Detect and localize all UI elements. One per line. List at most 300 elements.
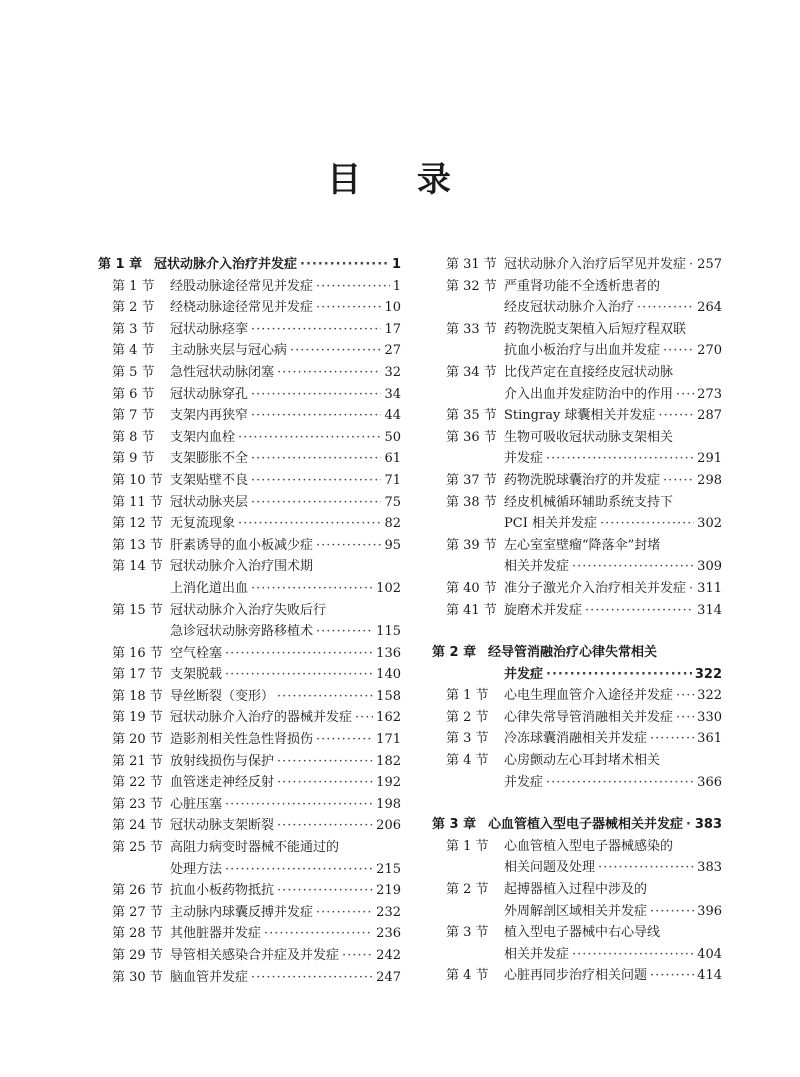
dot-leader [251, 384, 381, 406]
dot-leader [300, 254, 389, 276]
section-title: 急诊冠状动脉旁路移植术 [170, 624, 314, 640]
dot-leader [277, 880, 373, 902]
dot-leader [676, 707, 694, 729]
page-number: 264 [697, 300, 722, 316]
toc-entry-line[interactable] [432, 685, 722, 707]
toc-title-row [504, 901, 722, 923]
toc-entry-line[interactable] [432, 340, 722, 362]
section-number: 第 36 节 [446, 429, 497, 445]
toc-entry-line[interactable] [432, 276, 722, 298]
section-number: 第 2 节 [446, 882, 489, 898]
toc-title-row [504, 427, 722, 449]
section-title: 心房颤动左心耳封堵术相关 [504, 753, 661, 769]
toc-entry-line[interactable] [432, 556, 722, 578]
toc-entry-line[interactable] [98, 880, 401, 902]
page-number: 82 [384, 516, 401, 532]
dot-leader [225, 859, 373, 881]
toc-entry-line[interactable] [432, 879, 722, 901]
toc-title-row [504, 944, 722, 966]
section-number: 第 13 节 [112, 537, 163, 553]
toc-title-row [504, 772, 722, 794]
toc-title-row [504, 836, 722, 858]
dot-leader [277, 815, 373, 837]
page-number: 219 [376, 883, 401, 899]
dot-leader [251, 448, 381, 470]
toc-title-row [170, 815, 401, 837]
section-title: 植入型电子器械中右心导线 [504, 925, 661, 941]
section-title: 支架脱载 [170, 667, 223, 683]
toc-entry-line[interactable] [98, 686, 401, 708]
dot-leader [650, 728, 694, 750]
section-title: 导丝断裂（变形） [170, 688, 275, 704]
toc-entry-line[interactable] [432, 513, 722, 535]
toc-title-row [170, 427, 401, 449]
dot-leader [251, 967, 373, 989]
page-number: 291 [697, 451, 722, 467]
dot-leader [238, 513, 381, 535]
section-title: 外周解剖区域相关并发症 [504, 903, 648, 919]
dot-leader [251, 470, 381, 492]
section-title: 心脏压塞 [170, 796, 223, 812]
dot-leader [277, 772, 373, 794]
page-number: 17 [384, 321, 401, 337]
toc-title-row [504, 276, 722, 298]
toc-entry-line[interactable] [98, 621, 401, 643]
toc-title-row [170, 794, 401, 816]
section-number: 第 1 节 [446, 688, 489, 704]
toc-entry-line[interactable] [98, 297, 401, 319]
chapter-title: 冠状动脉介入治疗并发症 [154, 257, 298, 272]
page-number: 383 [697, 860, 722, 876]
dot-leader [676, 384, 694, 406]
dot-leader [238, 427, 381, 449]
toc-entry-line[interactable] [98, 319, 401, 341]
toc-entry-line[interactable] [432, 254, 722, 276]
toc-title-row [170, 535, 401, 557]
toc-chapter-line[interactable] [98, 254, 401, 276]
section-title: 经皮冠状动脉介入治疗 [504, 300, 635, 316]
page-number: 366 [697, 774, 722, 790]
toc-title-row [170, 384, 401, 406]
dot-leader [316, 297, 381, 319]
toc-entry-line[interactable] [432, 922, 722, 944]
toc-title-row [170, 686, 401, 708]
toc-title-row [170, 297, 401, 319]
toc-entry-line[interactable] [98, 664, 401, 686]
section-number: 第 20 节 [112, 732, 163, 748]
section-title: 血管迷走神经反射 [170, 775, 275, 791]
chapter-number: 第 2 章 [432, 645, 477, 661]
page-number: 247 [376, 969, 401, 985]
toc-entry-line[interactable] [98, 751, 401, 773]
dot-leader [637, 297, 694, 319]
dot-leader [225, 664, 373, 686]
section-number: 第 4 节 [112, 343, 155, 359]
section-number: 第 6 节 [112, 386, 155, 402]
dot-leader [355, 707, 373, 729]
page-number: 236 [376, 926, 401, 942]
toc-title-row [504, 405, 722, 427]
toc-entry-line[interactable] [98, 600, 401, 622]
section-number: 第 2 节 [112, 300, 155, 316]
toc-title-row [504, 922, 722, 944]
page-number: 198 [376, 796, 401, 812]
toc-entry-line[interactable] [98, 340, 401, 362]
toc-entry-line[interactable] [98, 794, 401, 816]
section-title: 造影剂相关性急性肾损伤 [170, 732, 314, 748]
section-number: 第 39 节 [446, 537, 497, 553]
section-title: 放射线损伤与保护 [170, 753, 275, 769]
page-number: 414 [697, 968, 722, 984]
section-number: 第 15 节 [112, 602, 163, 618]
toc-title-row [170, 729, 401, 751]
toc-title-row [504, 340, 722, 362]
page-number: 61 [384, 451, 401, 467]
section-title: 起搏器植入过程中涉及的 [504, 882, 648, 898]
chapter-number: 第 3 章 [432, 817, 477, 833]
page-number: 1 [391, 257, 401, 272]
section-title: 旋磨术并发症 [504, 602, 583, 618]
dot-leader [572, 556, 694, 578]
toc-title-row [170, 707, 401, 729]
section-title: 处理方法 [170, 861, 223, 877]
section-title: 准分子激光介入治疗相关并发症 [504, 580, 687, 596]
page-number: 10 [384, 300, 401, 316]
toc-title-row [504, 578, 722, 600]
toc-title-row [170, 319, 401, 341]
page-number: 242 [376, 948, 401, 963]
section-number: 第 32 节 [446, 278, 497, 294]
toc-title-row [170, 859, 401, 881]
section-number: 第 41 节 [446, 602, 497, 618]
dot-leader [658, 405, 694, 427]
section-title: 支架贴壁不良 [170, 472, 249, 488]
section-title: 主动脉夹层与冠心病 [170, 343, 288, 359]
toc-entry-line[interactable] [98, 859, 401, 881]
toc-chapter-line[interactable] [432, 642, 722, 664]
dot-leader [277, 362, 381, 384]
dot-leader [290, 340, 381, 362]
section-title: 其他脏器并发症 [170, 926, 262, 942]
section-title: 心电生理血管介入途径并发症 [504, 688, 674, 704]
toc-entry-line[interactable] [98, 427, 401, 449]
section-title: 并发症 [504, 774, 544, 790]
toc-title-row [504, 857, 722, 879]
section-title: 抗血小板药物抵抗 [170, 883, 275, 899]
toc-entry-line[interactable] [98, 276, 401, 298]
section-title: 脑血管并发症 [170, 969, 249, 985]
toc-entry-line[interactable] [432, 492, 722, 514]
toc-entry-line[interactable] [432, 470, 722, 492]
toc-title-row [170, 276, 401, 298]
toc-entry-line[interactable] [432, 707, 722, 729]
dot-leader [663, 470, 694, 492]
toc-entry-line[interactable] [432, 600, 722, 622]
section-number: 第 16 节 [112, 645, 163, 661]
dot-leader [686, 814, 692, 836]
page-number: 396 [697, 903, 722, 919]
toc-entry-line[interactable] [432, 319, 722, 341]
page-number: 192 [376, 775, 401, 791]
section-number: 第 30 节 [112, 969, 163, 985]
page-number: 34 [384, 386, 401, 402]
section-title: 上消化道出血 [170, 580, 249, 596]
toc-title-row [170, 492, 401, 514]
toc-entry-line[interactable] [432, 772, 722, 794]
section-title: 比伐芦定在直接经皮冠状动脉 [504, 364, 674, 380]
section-title: 心律失常导管消融相关并发症 [504, 709, 674, 725]
toc-entry-line[interactable] [432, 965, 722, 987]
section-number: 第 24 节 [112, 818, 163, 834]
page-number: 171 [376, 732, 401, 748]
page-number: 71 [384, 472, 401, 488]
section-title: 急性冠状动脉闭塞 [170, 364, 275, 380]
page-number: 32 [384, 364, 401, 380]
toc-title-row [504, 664, 722, 686]
toc-chapter-line[interactable] [432, 814, 722, 836]
toc-entry-line[interactable] [432, 535, 722, 557]
page-number: 309 [697, 559, 722, 575]
toc-title-row [170, 362, 401, 384]
section-number: 第 23 节 [112, 796, 163, 812]
page-title: 目 录 [327, 160, 473, 200]
section-title: 冠状动脉支架断裂 [170, 818, 275, 834]
page-number: 322 [697, 688, 722, 704]
page-number: 302 [697, 516, 722, 532]
section-title: Stingray 球囊相关并发症 [504, 408, 656, 424]
section-title: PCI 相关并发症 [504, 516, 597, 532]
toc-entry-line[interactable] [98, 535, 401, 557]
section-number: 第 25 节 [112, 840, 163, 856]
toc-title-row [170, 967, 401, 989]
section-title: 抗血小板治疗与出血并发症 [504, 343, 661, 359]
dot-leader [225, 794, 373, 816]
toc-column-right [432, 254, 722, 987]
toc-entry-line[interactable] [98, 384, 401, 406]
dot-leader [598, 857, 694, 879]
toc-entry-line[interactable] [432, 405, 722, 427]
toc-entry-line[interactable] [98, 772, 401, 794]
toc-entry-line[interactable] [98, 815, 401, 837]
page-number: 1 [392, 278, 401, 294]
section-number: 第 38 节 [446, 494, 497, 510]
dot-leader [316, 902, 373, 924]
toc-entry-line[interactable] [432, 578, 722, 600]
toc-title-row [170, 945, 401, 967]
section-number: 第 3 节 [446, 731, 489, 747]
toc-chapter-line[interactable] [432, 664, 722, 686]
section-number: 第 27 节 [112, 904, 163, 920]
dot-leader [316, 729, 373, 751]
dot-leader [316, 535, 381, 557]
section-title: 相关并发症 [504, 946, 570, 962]
page-number: 383 [694, 817, 722, 833]
toc-entry-line[interactable] [98, 837, 401, 859]
toc-entry-line[interactable] [98, 405, 401, 427]
toc-entry-line[interactable] [98, 902, 401, 924]
dot-leader [650, 901, 694, 923]
section-number: 第 34 节 [446, 364, 497, 380]
toc-title-row [170, 405, 401, 427]
toc-title-row [504, 879, 722, 901]
toc-entry-line[interactable] [98, 578, 401, 600]
dot-leader [689, 254, 694, 276]
section-title: 经股动脉途径常见并发症 [170, 278, 314, 294]
toc-entry-line[interactable] [432, 427, 722, 449]
chapter-number: 第 1 章 [98, 257, 143, 272]
section-number: 第 17 节 [112, 667, 163, 683]
page-number: 273 [697, 386, 722, 402]
dot-leader [676, 685, 694, 707]
section-number: 第 8 节 [112, 429, 155, 445]
section-number: 第 7 节 [112, 408, 155, 424]
section-title: 冠状动脉介入治疗的器械并发症 [170, 710, 353, 726]
section-number: 第 37 节 [446, 472, 497, 488]
section-number: 第 29 节 [112, 948, 163, 963]
toc-entry-line[interactable] [432, 448, 722, 470]
toc-entry-line[interactable] [432, 857, 722, 879]
toc-entry-line[interactable] [432, 728, 722, 750]
toc-title-row [504, 362, 722, 384]
chapter-title: 心血管植入型电子器械相关并发症 [488, 817, 684, 833]
page-number: 232 [376, 904, 401, 920]
toc-entry-line[interactable] [98, 448, 401, 470]
page-number: 298 [697, 472, 722, 488]
dot-leader [277, 686, 373, 708]
toc-title-row [170, 751, 401, 773]
toc-title-row [170, 923, 401, 945]
section-number: 第 26 节 [112, 883, 163, 899]
toc-entry-line[interactable] [432, 750, 722, 772]
section-number: 第 3 节 [112, 321, 155, 337]
page-number: 311 [697, 580, 722, 596]
dot-leader [663, 340, 694, 362]
section-title: 无复流现象 [170, 516, 236, 532]
toc-title-row [170, 772, 401, 794]
section-number: 第 1 节 [446, 838, 489, 854]
section-number: 第 40 节 [446, 580, 497, 596]
section-title: 冠状动脉介入治疗失败后行 [170, 602, 327, 618]
section-title: 冠状动脉夹层 [170, 494, 249, 510]
toc-title-row [504, 556, 722, 578]
dot-leader [572, 944, 694, 966]
toc-entry-line[interactable] [98, 470, 401, 492]
dot-leader [342, 945, 373, 967]
toc-title-row [170, 513, 401, 535]
toc-entry-line[interactable] [98, 729, 401, 751]
page-number: 322 [694, 666, 722, 682]
section-title: 相关问题及处理 [504, 860, 596, 876]
toc-entry-line[interactable] [432, 362, 722, 384]
toc-title-row [504, 384, 722, 406]
page-number: 162 [376, 710, 401, 726]
toc-title-row [170, 600, 401, 622]
toc-entry-line[interactable] [432, 836, 722, 858]
section-number: 第 14 节 [112, 559, 163, 575]
toc-title-row [504, 535, 722, 557]
section-title: 经皮机械循环辅助系统支持下 [504, 494, 674, 510]
page-number: 257 [697, 257, 722, 272]
page-number: 404 [697, 946, 722, 962]
toc-title-row [504, 319, 722, 341]
section-number: 第 22 节 [112, 775, 163, 791]
section-title: 药物洗脱支架植入后短疗程双联 [504, 321, 687, 337]
toc-title-row [170, 621, 401, 643]
section-title: 支架内血栓 [170, 429, 236, 445]
toc-entry-line[interactable] [98, 643, 401, 665]
section-title: 肝素诱导的血小板减少症 [170, 537, 314, 553]
toc-entry-line[interactable] [98, 967, 401, 989]
section-title: 主动脉内球囊反搏并发症 [170, 904, 314, 920]
section-title: 冷冻球囊消融相关并发症 [504, 731, 648, 747]
toc-title-row [504, 513, 722, 535]
section-title: 高阻力病变时器械不能通过的 [170, 840, 340, 856]
section-title: 冠状动脉痉挛 [170, 321, 249, 337]
page-number: 361 [697, 731, 722, 747]
toc-title-row [504, 728, 722, 750]
toc-title-row [170, 556, 401, 578]
section-number: 第 3 节 [446, 925, 489, 941]
toc-title-row [504, 254, 722, 276]
chapter-title: 经导管消融治疗心律失常相关 [488, 645, 658, 661]
toc-entry-line[interactable] [432, 297, 722, 319]
section-number: 第 12 节 [112, 516, 163, 532]
toc-title-row [504, 685, 722, 707]
toc-title-row [170, 340, 401, 362]
toc-entry-line[interactable] [98, 556, 401, 578]
toc-entry-line[interactable] [98, 923, 401, 945]
toc-entry-line[interactable] [98, 362, 401, 384]
toc-entry-line[interactable] [98, 945, 401, 967]
toc-title-row [170, 578, 401, 600]
toc-title-row [170, 902, 401, 924]
section-title: 冠状动脉介入治疗围术期 [170, 559, 314, 575]
toc-entry-line[interactable] [432, 901, 722, 923]
dot-leader [546, 448, 694, 470]
toc-title-row [504, 600, 722, 622]
section-number: 第 1 节 [112, 278, 155, 294]
toc-title-row [504, 492, 722, 514]
section-title: 左心室室壁瘤“降落伞”封堵 [504, 537, 661, 553]
toc-entry-line[interactable] [432, 384, 722, 406]
section-number: 第 33 节 [446, 321, 497, 337]
toc-title-row [170, 880, 401, 902]
toc-entry-line[interactable] [98, 513, 401, 535]
section-title: 心血管植入型电子器械感染的 [504, 838, 674, 854]
section-title: 介入出血并发症防治中的作用 [504, 386, 674, 402]
toc-entry-line[interactable] [98, 492, 401, 514]
section-title: 药物洗脱球囊治疗的并发症 [504, 472, 661, 488]
dot-leader [225, 643, 373, 665]
section-number: 第 4 节 [446, 753, 489, 769]
toc-title-row [504, 707, 722, 729]
toc-title-row [488, 814, 722, 836]
section-number: 第 18 节 [112, 688, 163, 704]
dot-leader [251, 319, 381, 341]
page-number: 215 [376, 861, 401, 877]
page-number: 140 [376, 667, 401, 683]
section-number: 第 11 节 [112, 494, 163, 510]
section-title: 支架内再狭窄 [170, 408, 249, 424]
toc-title-row [504, 965, 722, 987]
page-number: 95 [384, 537, 401, 553]
toc-entry-line[interactable] [432, 944, 722, 966]
page-number: 182 [376, 753, 401, 769]
toc-entry-line[interactable] [98, 707, 401, 729]
section-number: 第 5 节 [112, 364, 155, 380]
section-title: 生物可吸收冠状动脉支架相关 [504, 429, 674, 445]
page-number: 206 [376, 818, 401, 834]
